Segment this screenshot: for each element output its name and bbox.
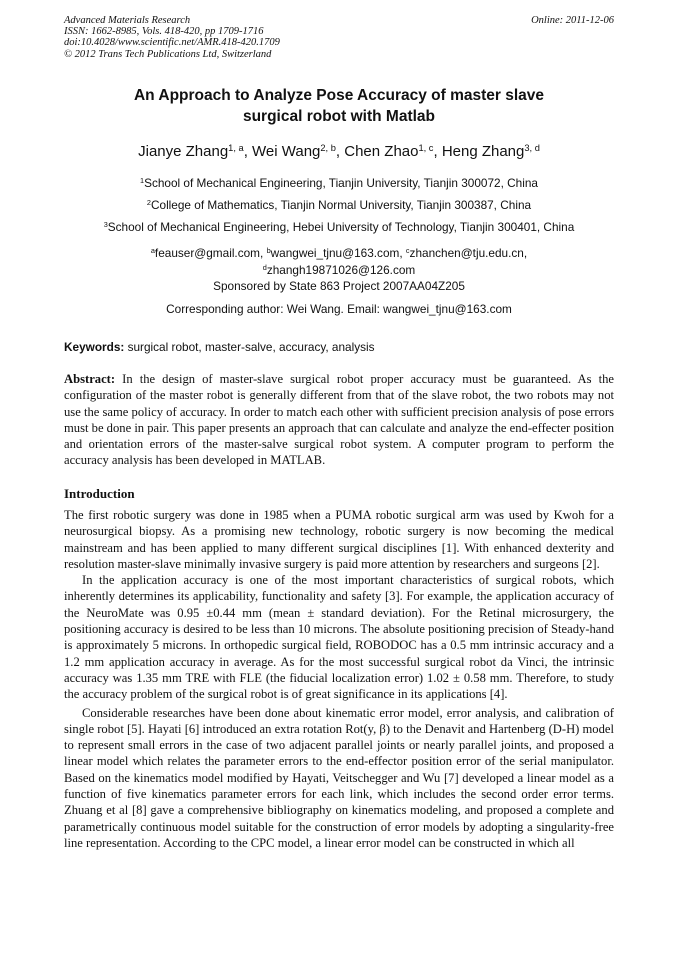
- paragraph: In the application accuracy is one of the most important characteristics of surgical robots, which inherently determines its applicability, functionality and safety [3]. For example, the application accuracy of the NeuroMate was 0.95 ±0.44 mm (mean ± standard deviation). For the Retinal microsurgery, the positioning accuracy is desired to be less than 10 microns. The absolute positioning precision of Steady-hand is approximately 5 microns. In orthopedic surgical field, ROBODOC has a 0.5 mm intrinsic accuracy and a 1.2 mm application accuracy in average. As for the most successful surgical robot da Vinci, the intrinsic accuracy was 1.35 mm TRE with FLE (the fiducial localization error) 1.02 ± 0.58 mm. Therefore, to study the accuracy problem of the surgical robot is of great significance in its applications [4].: [64, 573, 614, 702]
- affiliation-text: College of Mathematics, Tianjin Normal University, Tianjin 300387, China: [150, 198, 532, 212]
- abstract-text: In the design of master-slave surgical robot proper accuracy must be guaranteed. As the configuration of the master robot is generally different from that of the slave robot, the two robots may not use the same policy of accuracy. In order to match each other with sufficient precision analysis of pose errors must be done in pair. This paper presents an approach that can calculate and analyze the end-effecter position and orientation errors of the master-salve surgical robot system. A computer program to perform the accuracy analysis has been developed in MATLAB.: [64, 372, 614, 468]
- title-line-2: surgical robot with Matlab: [242, 108, 436, 125]
- email-address: feauser@gmail.com,: [154, 246, 267, 260]
- email-sup: c: [405, 245, 410, 255]
- email-sup: a: [150, 245, 155, 255]
- email-line: [64, 245, 614, 261]
- author-name: Wei Wang: [252, 143, 321, 160]
- email-sup: d: [262, 262, 267, 272]
- paragraph: The first robotic surgery was done in 1985 when a PUMA robotic surgical arm was used by Kwoh for a neurosurgical biopsy. As a promising new technology, robotic surgery is now becoming the medical mainstream and has been applied to many different surgical disciplines [1]. With enhanced dexterity and resolution master-slave minimally invasive surgery is paid more attention by researchers and surgeons [2].: [64, 508, 614, 571]
- paragraph: Considerable researches have been done about kinematic error model, error analysis, and calibration of single robot [5]. Hayati [6] introduced an extra rotation Rot(y, β) to the Denavit and Hartenberg (D-H) model to represent small errors in the case of two adjacent parallel joints or nearly parallel joints, and proposed a linear model which relates the parameter errors to the end-effector position error of the serial manipulator. Based on the kinematics model modified by Hayati, Veitschegger and Wu [7] developed a linear model as a function of five kinematics parameter errors for each link, which includes the second order error terms. Zhuang et al [8] gave a comprehensive bibliography on kinematics modeling, and proposed a complete and parametrically continuous model suitable for the construction of error models by adopting a singularity-free line representation. According to the CPC model, a linear error model can be constructed in which all: [64, 705, 614, 850]
- email-sup: b: [266, 245, 271, 255]
- affiliation-sup: 2: [146, 197, 151, 207]
- section-heading-introduction: Introduction: [64, 486, 135, 501]
- affiliation-sup: 3: [103, 219, 108, 229]
- keywords-label: Keywords:: [64, 340, 125, 354]
- abstract-label: Abstract:: [64, 372, 116, 386]
- sponsor-line: Sponsored by State 863 Project 2007AA04Z205: [213, 279, 465, 293]
- affiliation: [40, 176, 638, 191]
- journal-header: [64, 15, 280, 60]
- affiliation-text: School of Mechanical Engineering, Tianjin University, Tianjin 300072, China: [144, 176, 538, 190]
- author-sup: 1, a: [228, 142, 244, 153]
- author-sep: ,: [243, 143, 253, 160]
- issn-line: ISSN: 1662-8985, Vols. 418-420, pp 1709-1716: [64, 26, 264, 38]
- keywords: [64, 340, 614, 355]
- email-address: zhangh19871026@126.com: [266, 263, 416, 277]
- author-sup: 2, b: [320, 142, 336, 153]
- online-date: Online: 2011-12-06: [531, 15, 614, 26]
- author-name: Chen Zhao: [344, 143, 419, 160]
- email-address: wangwei_tjnu@163.com,: [270, 246, 406, 260]
- copyright-line: © 2012 Trans Tech Publications Ltd, Switzerland: [64, 48, 272, 60]
- email-line: [64, 262, 614, 278]
- author-sep: ,: [433, 143, 442, 160]
- introduction-body: [64, 507, 614, 851]
- author-sep: ,: [335, 143, 345, 160]
- author-name: Heng Zhang: [441, 143, 525, 160]
- affiliation: [40, 198, 638, 213]
- title-line-1: An Approach to Analyze Pose Accuracy of master slave: [133, 87, 545, 104]
- affiliation: [40, 220, 638, 235]
- keywords-text: surgical robot, master-salve, accuracy, analysis: [124, 340, 375, 354]
- author-sup: 1, c: [418, 142, 434, 153]
- affiliation-text: School of Mechanical Engineering, Hebei University of Technology, Tianjin 300401, China: [107, 220, 575, 234]
- doi-line: doi:10.4028/www.scientific.net/AMR.418-420.1709: [64, 37, 280, 49]
- corresponding-author: Corresponding author: Wei Wang. Email: wangwei_tjnu@163.com: [166, 302, 512, 316]
- author-sup: 3, d: [524, 142, 540, 153]
- author-list: [64, 142, 614, 162]
- paper-title: [64, 85, 614, 127]
- email-address: zhanchen@tju.edu.cn,: [409, 246, 528, 260]
- abstract: [64, 371, 614, 469]
- author-name: Jianye Zhang: [138, 143, 229, 160]
- journal-name: Advanced Materials Research: [64, 15, 191, 26]
- affiliation-sup: 1: [140, 175, 145, 185]
